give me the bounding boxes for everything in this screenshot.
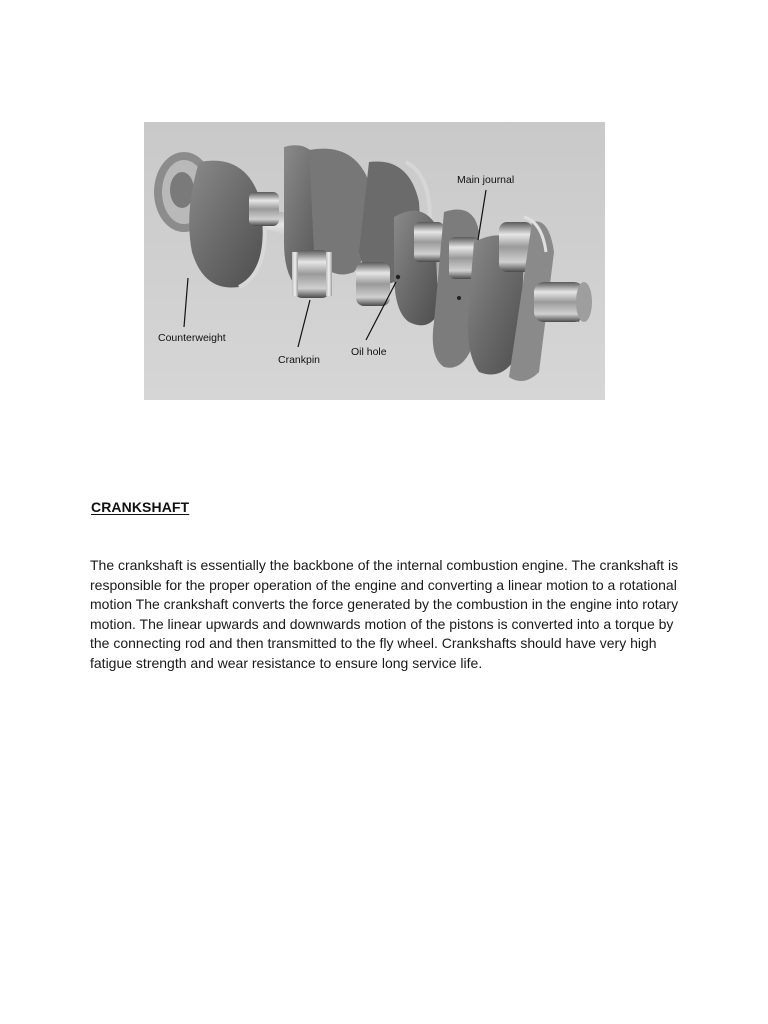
body-paragraph: The crankshaft is essentially the backbone of the internal combustion engine. The crankshaft is responsible for the proper operation of the engine and converting a linear motion to a rotational motion The crankshaft converts the force generated by the combustion in the engine into rotary motion. The linear upwards and downwards motion of the pistons is converted into a torque by the connecting rod and then transmitted to the fly wheel. Crankshafts should have very high fatigue strength and wear resistance to ensure long service life. [90, 557, 679, 671]
label-oil-hole: Oil hole [351, 346, 387, 358]
crankshaft-photo [144, 122, 605, 400]
label-counterweight: Counterweight [158, 332, 226, 344]
label-main-journal: Main journal [457, 174, 515, 186]
section-heading: CRANKSHAFT [91, 499, 190, 515]
label-crankpin: Crankpin [278, 354, 321, 366]
